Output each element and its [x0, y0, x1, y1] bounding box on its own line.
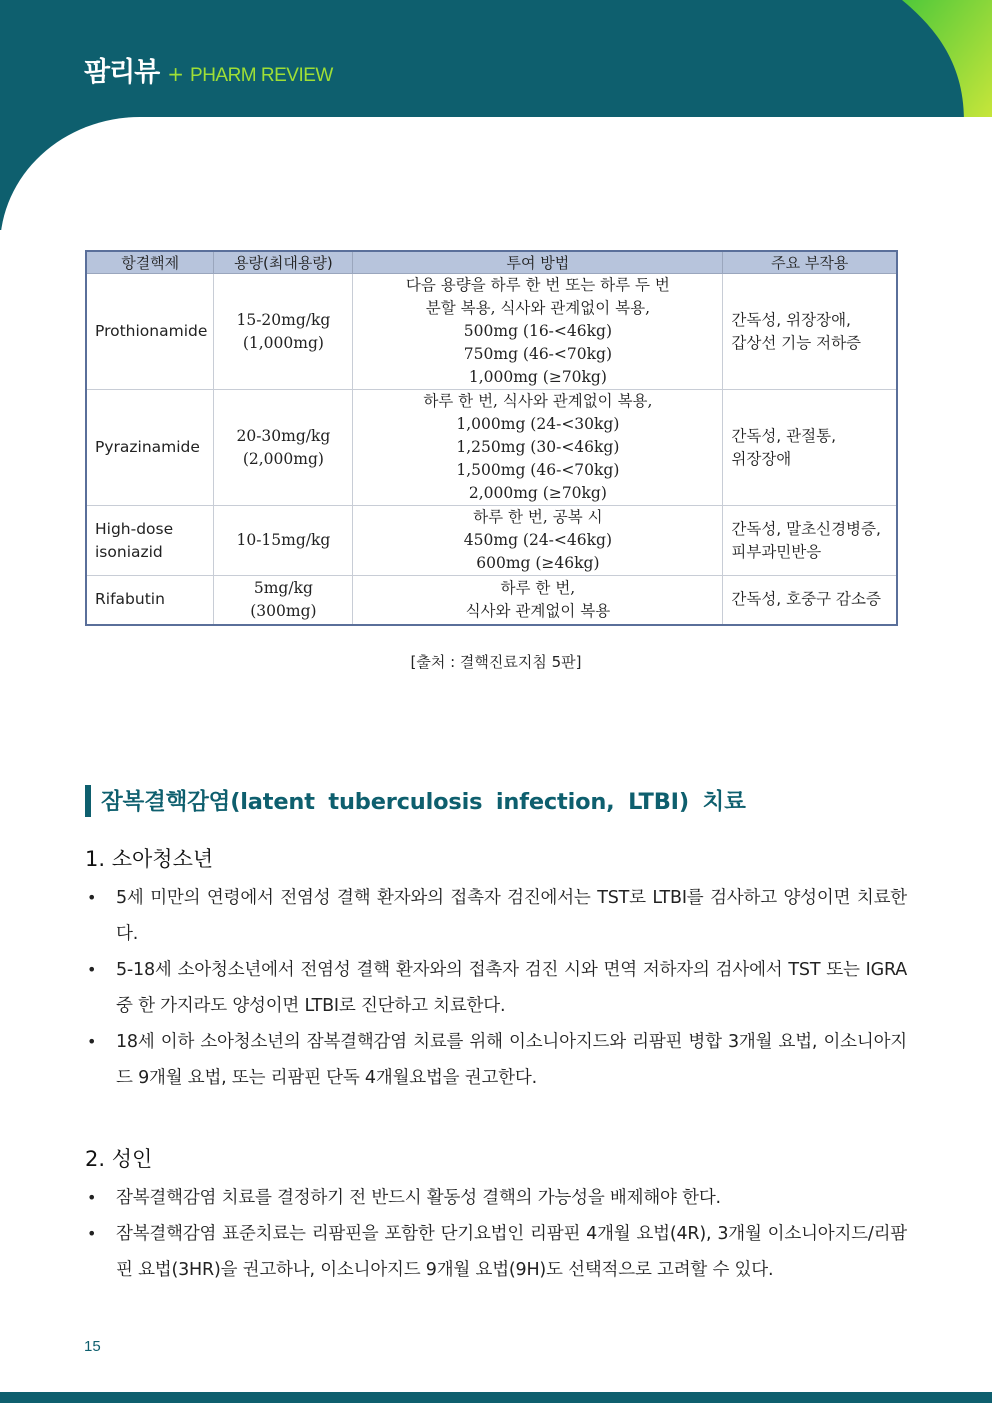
- adverse-effects-cell: [723, 506, 897, 576]
- dose-cell: [214, 390, 353, 506]
- method-cell: [353, 506, 723, 576]
- list-item: • 18세 이하 소아청소년의 잠복결핵감염 치료를 위해 이소니아지드와 리팜핀 병합 3개월 요법, 이소니아지드 9개월 요법, 또는 리팜핀 단독 4개월요법을 권고한다.: [85, 1024, 907, 1096]
- brand-title: 팜리뷰: [84, 57, 160, 88]
- cell-line: 20-30mg/kg: [236, 426, 331, 445]
- method-cell: [353, 274, 723, 390]
- list-item: • 5세 미만의 연령에서 전염성 결핵 환자와의 접촉자 검진에서는 TST로 LTBI를 검사하고 양성이면 치료한다.: [85, 880, 907, 952]
- cell-line: isoniazid: [95, 542, 163, 561]
- table-row: [86, 506, 897, 576]
- drug-name-cell: [86, 390, 214, 506]
- cell-line: 500mg (16-<46kg): [463, 322, 612, 340]
- cell-line: 600mg (≥46kg): [476, 554, 600, 572]
- cell-line: 간독성, 위장장애,: [731, 310, 851, 329]
- cell-line: 다음 용량을 하루 한 번 또는 하루 두 번: [405, 276, 670, 294]
- table-row: [86, 576, 897, 625]
- bullet-list: [85, 1180, 907, 1288]
- table-source-note: [출처 : 결핵진료지침 5판]: [410, 653, 582, 671]
- cell-line: 식사와 관계없이 복용: [465, 601, 611, 620]
- list-item: • 잠복결핵감염 표준치료는 리팜핀을 포함한 단기요법인 리팜핀 4개월 요법(4R), 3개월 이소니아지드/리팜핀 요법(3HR)을 권고하나, 이소니아지드 9개월 요법(9H)도 선택적으로 고려할 수 있다.: [85, 1216, 907, 1288]
- cell-line: 1,250mg (30-<46kg): [456, 438, 620, 456]
- brand-plus: +: [167, 62, 185, 86]
- brand-subtitle: PHARM REVIEW: [190, 65, 333, 86]
- cell-line: 2,000mg (≥70kg): [468, 484, 607, 502]
- cell-line: 위장장애: [731, 449, 792, 468]
- drug-name-cell: [86, 576, 214, 625]
- cell-line: 1,500mg (46-<70kg): [456, 461, 620, 479]
- adverse-effects-cell: [723, 274, 897, 390]
- bullet-list: [85, 880, 907, 1096]
- section-heading: 잠복결핵감염(latent tuberculosis infection, LTBI) 치료: [101, 789, 746, 815]
- drug-name-cell: [86, 274, 214, 390]
- section-heading-bar: [85, 785, 91, 817]
- cell-line: 하루 한 번,: [500, 578, 576, 597]
- dose-cell: [214, 576, 353, 625]
- subsection-title: 1. 소아청소년: [85, 847, 214, 871]
- column-header: 투여 방법: [353, 251, 723, 274]
- cell-line: 피부과민반응: [731, 542, 822, 561]
- cell-line: High-dose: [95, 519, 174, 538]
- cell-line: (300mg): [250, 601, 317, 620]
- page-number: 15: [84, 1338, 101, 1355]
- drug-name-cell: [86, 506, 214, 576]
- cell-line: 간독성, 말초신경병증,: [731, 519, 881, 538]
- list-item: • 잠복결핵감염 치료를 결정하기 전 반드시 활동성 결핵의 가능성을 배제해야 한다.: [85, 1180, 907, 1216]
- cell-line: 5mg/kg: [253, 578, 313, 597]
- cell-line: 1,000mg (24-<30kg): [456, 415, 620, 433]
- cell-line: 1,000mg (≥70kg): [468, 368, 607, 386]
- cell-line: 하루 한 번, 공복 시: [473, 508, 603, 526]
- table-row: [86, 390, 897, 506]
- column-header: 주요 부작용: [723, 251, 897, 274]
- cell-line: 450mg (24-<46kg): [463, 531, 612, 549]
- cell-line: Pyrazinamide: [95, 438, 200, 456]
- cell-line: 750mg (46-<70kg): [463, 345, 612, 363]
- header-accent-shape: [902, 0, 992, 120]
- cell-line: 간독성, 관절통,: [731, 426, 837, 445]
- cell-line: 분할 복용, 식사와 관계없이 복용,: [425, 299, 650, 317]
- adverse-effects-cell: [723, 390, 897, 506]
- list-item: • 5-18세 소아청소년에서 전염성 결핵 환자와의 접촉자 검진 시와 면역 저하자의 검사에서 TST 또는 IGRA 중 한 가지라도 양성이면 LTBI로 진단하고 치료한다.: [85, 952, 907, 1024]
- column-header: 항결핵제: [86, 251, 214, 274]
- method-cell: [353, 576, 723, 625]
- cell-line: Prothionamide: [95, 322, 208, 340]
- cell-line: 하루 한 번, 식사와 관계없이 복용,: [423, 392, 653, 410]
- adverse-effects-cell: [723, 576, 897, 625]
- brand-logo: [84, 50, 333, 89]
- cell-line: Rifabutin: [95, 590, 165, 609]
- table-row: [86, 274, 897, 390]
- table-header-row: [86, 251, 897, 274]
- cell-line: 갑상선 기능 저하증: [731, 333, 862, 352]
- cell-line: (1,000mg): [242, 333, 324, 352]
- method-cell: [353, 390, 723, 506]
- cell-line: 15-20mg/kg: [236, 310, 331, 329]
- column-header: 용량(최대용량): [214, 251, 353, 274]
- cell-line: 간독성, 호중구 감소증: [731, 590, 881, 609]
- cell-line: 10-15mg/kg: [236, 531, 331, 549]
- subsection-title: 2. 성인: [85, 1147, 153, 1171]
- dose-cell: [214, 506, 353, 576]
- cell-line: (2,000mg): [242, 449, 324, 468]
- footer-bar: [0, 1392, 992, 1403]
- drug-table: [85, 250, 898, 626]
- dose-cell: [214, 274, 353, 390]
